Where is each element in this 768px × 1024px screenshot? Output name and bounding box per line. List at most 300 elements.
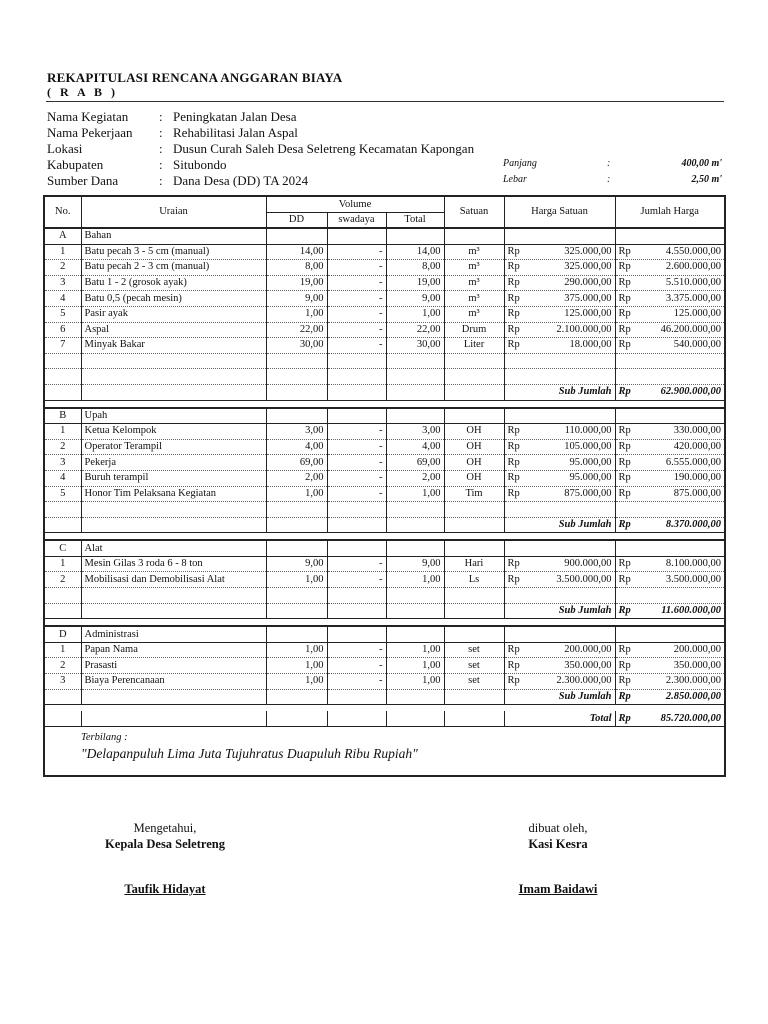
empty-cell [386, 384, 444, 400]
subtotal-label: Sub Jumlah [504, 603, 615, 619]
jumlah-value: 2.300.000,00 [665, 675, 722, 687]
harga-value: 325.000,00 [564, 261, 612, 273]
empty-cell [444, 353, 504, 369]
item-jumlah-harga [615, 244, 725, 260]
empty-cell [444, 408, 504, 424]
currency-label: Rp [507, 425, 520, 437]
item-satuan: set [444, 642, 504, 658]
info-row-sumber-dana [47, 173, 727, 189]
currency-label: Rp [507, 323, 520, 335]
empty-cell [266, 384, 327, 400]
empty-cell [44, 517, 81, 533]
empty-cell [386, 540, 444, 556]
empty-cell [81, 603, 266, 619]
item-satuan: set [444, 674, 504, 690]
empty-cell [504, 588, 615, 604]
info-label: Sumber Dana [47, 173, 119, 188]
item-uraian: Biaya Perencanaan [81, 674, 266, 690]
empty-cell [386, 228, 444, 244]
item-swadaya: - [327, 338, 386, 354]
signature-left [65, 821, 265, 897]
item-dd: 8,00 [266, 260, 327, 276]
item-jumlah-harga [615, 338, 725, 354]
currency-label: Rp [618, 456, 631, 468]
empty-cell [615, 502, 725, 518]
jumlah-value: 6.555.000,00 [665, 456, 722, 468]
subtotal-value [615, 603, 725, 619]
subtotal-amount: 2.850.000,00 [665, 690, 722, 702]
document-subtitle: ( R A B ) [47, 85, 119, 99]
item-total: 4,00 [386, 439, 444, 455]
rab-table [43, 195, 726, 777]
info-label: Lokasi [47, 141, 83, 156]
empty-cell [44, 353, 81, 369]
panjang-label: Panjang [503, 158, 537, 169]
empty-cell [266, 689, 327, 705]
signature-name: Imam Baidawi [518, 882, 598, 896]
rab-body [44, 228, 725, 776]
harga-value: 375.000,00 [564, 292, 612, 304]
empty-cell [615, 353, 725, 369]
empty-cell [327, 228, 386, 244]
item-swadaya: - [327, 642, 386, 658]
item-swadaya: - [327, 556, 386, 572]
currency-label: Rp [618, 425, 631, 437]
harga-value: 105.000,00 [564, 441, 612, 453]
item-no: 1 [44, 556, 81, 572]
harga-value: 875.000,00 [564, 487, 612, 499]
item-harga-satuan [504, 439, 615, 455]
blank-row [44, 353, 725, 369]
empty-cell [386, 517, 444, 533]
item-satuan: Liter [444, 338, 504, 354]
lebar-label: Lebar [503, 174, 527, 185]
lebar-colon: : [607, 174, 611, 185]
signature-intro: dibuat oleh, [528, 821, 588, 835]
item-uraian: Honor Tim Pelaksana Kegiatan [81, 486, 266, 502]
jumlah-value: 190.000,00 [673, 472, 722, 484]
item-total: 1,00 [386, 658, 444, 674]
section-code: B [44, 408, 81, 424]
header-harga-satuan: Harga Satuan [504, 196, 615, 228]
empty-cell [44, 588, 81, 604]
title-divider [46, 101, 724, 102]
item-no: 2 [44, 439, 81, 455]
empty-cell [615, 588, 725, 604]
empty-cell [266, 711, 327, 726]
subtotal-row [44, 603, 725, 619]
item-total: 8,00 [386, 260, 444, 276]
item-total: 1,00 [386, 572, 444, 588]
item-satuan: OH [444, 424, 504, 440]
empty-cell [444, 689, 504, 705]
item-satuan: m³ [444, 275, 504, 291]
gap-cell [44, 400, 725, 408]
total-label: Total [504, 711, 615, 726]
item-satuan: OH [444, 470, 504, 486]
item-no: 2 [44, 658, 81, 674]
empty-cell [444, 626, 504, 642]
empty-cell [44, 384, 81, 400]
currency-label: Rp [618, 277, 631, 289]
info-colon: : [159, 109, 163, 124]
currency-label: Rp [618, 573, 631, 585]
jumlah-value: 3.500.000,00 [665, 573, 722, 585]
item-satuan: Tim [444, 486, 504, 502]
empty-cell [327, 603, 386, 619]
item-satuan: m³ [444, 291, 504, 307]
item-swadaya: - [327, 322, 386, 338]
info-row-kabupaten [47, 157, 727, 173]
item-uraian: Papan Nama [81, 642, 266, 658]
item-uraian: Buruh terampil [81, 470, 266, 486]
empty-cell [266, 517, 327, 533]
currency-label: Rp [618, 644, 631, 656]
empty-cell [327, 369, 386, 385]
info-value: Dana Desa (DD) TA 2024 [173, 173, 309, 188]
item-no: 6 [44, 322, 81, 338]
item-uraian: Prasasti [81, 658, 266, 674]
item-satuan: set [444, 658, 504, 674]
item-no: 7 [44, 338, 81, 354]
item-dd: 9,00 [266, 291, 327, 307]
item-dd: 69,00 [266, 455, 327, 471]
empty-cell [44, 689, 81, 705]
info-value: Rehabilitasi Jalan Aspal [173, 125, 298, 140]
table-row [44, 674, 725, 690]
empty-cell [386, 502, 444, 518]
subtotal-value [615, 384, 725, 400]
item-total: 19,00 [386, 275, 444, 291]
item-satuan: Drum [444, 322, 504, 338]
currency-label: Rp [507, 573, 520, 585]
header-satuan: Satuan [444, 196, 504, 228]
empty-cell [81, 502, 266, 518]
item-dd: 1,00 [266, 658, 327, 674]
currency-label: Rp [507, 339, 520, 351]
currency-label: Rp [618, 292, 631, 304]
jumlah-value: 200.000,00 [673, 644, 722, 656]
section-title: Upah [81, 408, 266, 424]
item-satuan: Hari [444, 556, 504, 572]
item-jumlah-harga [615, 470, 725, 486]
signature-role: Kepala Desa Seletreng [105, 837, 225, 851]
header-jumlah-harga: Jumlah Harga [615, 196, 725, 228]
currency-label: Rp [618, 386, 631, 398]
item-satuan: m³ [444, 260, 504, 276]
item-uraian: Mesin Gilas 3 roda 6 - 8 ton [81, 556, 266, 572]
subtotal-amount: 11.600.000,00 [661, 604, 722, 616]
item-dd: 30,00 [266, 338, 327, 354]
item-swadaya: - [327, 306, 386, 322]
info-colon: : [159, 157, 163, 172]
table-row [44, 275, 725, 291]
item-swadaya: - [327, 291, 386, 307]
table-row [44, 424, 725, 440]
currency-label: Rp [507, 292, 520, 304]
empty-cell [504, 369, 615, 385]
currency-label: Rp [618, 518, 631, 530]
subtotal-value [615, 689, 725, 705]
empty-cell [327, 711, 386, 726]
item-swadaya: - [327, 658, 386, 674]
item-swadaya: - [327, 470, 386, 486]
empty-cell [444, 711, 504, 726]
currency-label: Rp [507, 675, 520, 687]
empty-cell [81, 353, 266, 369]
empty-cell [444, 588, 504, 604]
currency-label: Rp [507, 245, 520, 257]
section-header [44, 408, 725, 424]
table-row [44, 338, 725, 354]
document-title: REKAPITULASI RENCANA ANGGARAN BIAYA [47, 70, 343, 85]
item-no: 2 [44, 260, 81, 276]
table-row [44, 658, 725, 674]
empty-cell [386, 588, 444, 604]
empty-cell [266, 228, 327, 244]
item-jumlah-harga [615, 642, 725, 658]
section-header [44, 228, 725, 244]
lebar-value: 2,50 m' [691, 174, 722, 185]
harga-value: 2.100.000,00 [556, 323, 612, 335]
total-row [44, 711, 725, 726]
currency-label: Rp [618, 308, 631, 320]
item-total: 3,00 [386, 424, 444, 440]
item-no: 1 [44, 642, 81, 658]
item-no: 3 [44, 455, 81, 471]
terbilang-label: Terbilang : [81, 731, 128, 743]
item-swadaya: - [327, 424, 386, 440]
header-dd: DD [266, 213, 327, 229]
empty-cell [266, 408, 327, 424]
item-uraian: Aspal [81, 322, 266, 338]
item-jumlah-harga [615, 556, 725, 572]
header-total: Total [386, 213, 444, 229]
subtotal-label: Sub Jumlah [504, 689, 615, 705]
table-row [44, 572, 725, 588]
item-no: 4 [44, 291, 81, 307]
item-harga-satuan [504, 486, 615, 502]
empty-cell [266, 626, 327, 642]
item-harga-satuan [504, 572, 615, 588]
subtotal-value [615, 517, 725, 533]
table-row [44, 306, 725, 322]
empty-cell [327, 540, 386, 556]
info-colon: : [159, 125, 163, 140]
item-satuan: m³ [444, 306, 504, 322]
blank-row [44, 502, 725, 518]
header-uraian: Uraian [81, 196, 266, 228]
jumlah-value: 8.100.000,00 [665, 558, 722, 570]
currency-label: Rp [507, 441, 520, 453]
empty-cell [615, 228, 725, 244]
section-header [44, 540, 725, 556]
currency-label: Rp [507, 487, 520, 499]
item-harga-satuan [504, 275, 615, 291]
subtotal-row [44, 384, 725, 400]
item-swadaya: - [327, 674, 386, 690]
empty-cell [327, 353, 386, 369]
item-no: 4 [44, 470, 81, 486]
empty-cell [444, 540, 504, 556]
item-dd: 19,00 [266, 275, 327, 291]
empty-cell [327, 517, 386, 533]
currency-label: Rp [618, 261, 631, 273]
empty-cell [266, 603, 327, 619]
item-uraian: Batu pecah 2 - 3 cm (manual) [81, 260, 266, 276]
currency-label: Rp [618, 245, 631, 257]
empty-cell [327, 502, 386, 518]
item-uraian: Mobilisasi dan Demobilisasi Alat [81, 572, 266, 588]
item-no: 1 [44, 244, 81, 260]
table-row [44, 642, 725, 658]
panjang-colon: : [607, 158, 611, 169]
blank-row [44, 369, 725, 385]
item-harga-satuan [504, 674, 615, 690]
empty-cell [44, 369, 81, 385]
empty-cell [444, 502, 504, 518]
currency-label: Rp [507, 558, 520, 570]
section-code: D [44, 626, 81, 642]
info-value: Situbondo [173, 157, 227, 172]
harga-value: 200.000,00 [564, 644, 612, 656]
item-jumlah-harga [615, 572, 725, 588]
item-jumlah-harga [615, 322, 725, 338]
item-harga-satuan [504, 306, 615, 322]
currency-label: Rp [507, 456, 520, 468]
item-dd: 1,00 [266, 642, 327, 658]
item-total: 2,00 [386, 470, 444, 486]
item-swadaya: - [327, 486, 386, 502]
empty-cell [444, 384, 504, 400]
item-total: 30,00 [386, 338, 444, 354]
harga-value: 3.500.000,00 [556, 573, 612, 585]
item-harga-satuan [504, 338, 615, 354]
section-gap [44, 619, 725, 627]
info-colon: : [159, 173, 163, 188]
item-total: 1,00 [386, 486, 444, 502]
empty-cell [386, 711, 444, 726]
item-swadaya: - [327, 275, 386, 291]
empty-cell [504, 228, 615, 244]
empty-cell [386, 353, 444, 369]
currency-label: Rp [618, 675, 631, 687]
item-uraian: Operator Terampil [81, 439, 266, 455]
empty-cell [615, 540, 725, 556]
item-jumlah-harga [615, 486, 725, 502]
subtotal-row [44, 689, 725, 705]
item-jumlah-harga [615, 424, 725, 440]
currency-label: Rp [618, 323, 631, 335]
item-no: 5 [44, 306, 81, 322]
empty-cell [444, 228, 504, 244]
table-row [44, 439, 725, 455]
item-jumlah-harga [615, 658, 725, 674]
item-no: 3 [44, 674, 81, 690]
terbilang-cell [44, 726, 725, 776]
jumlah-value: 330.000,00 [673, 425, 722, 437]
empty-cell [327, 689, 386, 705]
item-no: 1 [44, 424, 81, 440]
blank-row [44, 588, 725, 604]
item-harga-satuan [504, 470, 615, 486]
item-harga-satuan [504, 322, 615, 338]
jumlah-value: 875.000,00 [673, 487, 722, 499]
jumlah-value: 5.510.000,00 [665, 277, 722, 289]
section-gap [44, 533, 725, 541]
currency-label: Rp [618, 472, 631, 484]
jumlah-value: 350.000,00 [673, 659, 722, 671]
empty-cell [266, 588, 327, 604]
jumlah-value: 540.000,00 [673, 339, 722, 351]
item-uraian: Pekerja [81, 455, 266, 471]
item-dd: 1,00 [266, 572, 327, 588]
table-row [44, 486, 725, 502]
item-total: 1,00 [386, 642, 444, 658]
table-row [44, 455, 725, 471]
empty-cell [615, 626, 725, 642]
terbilang-row [44, 726, 725, 776]
empty-cell [444, 603, 504, 619]
empty-cell [266, 540, 327, 556]
header-volume: Volume [266, 196, 444, 213]
panjang-value: 400,00 m' [681, 158, 722, 169]
item-no: 2 [44, 572, 81, 588]
empty-cell [444, 517, 504, 533]
subtotal-amount: 62.900.000,00 [660, 386, 722, 398]
item-jumlah-harga [615, 291, 725, 307]
header-no: No. [44, 196, 81, 228]
harga-value: 18.000,00 [569, 339, 612, 351]
empty-cell [386, 603, 444, 619]
harga-value: 2.300.000,00 [556, 675, 612, 687]
section-title: Administrasi [81, 626, 266, 642]
empty-cell [504, 502, 615, 518]
item-dd: 9,00 [266, 556, 327, 572]
terbilang-text: "Delapanpuluh Lima Juta Tujuhratus Duapuluh Ribu Rupiah" [81, 745, 418, 761]
jumlah-value: 2.600.000,00 [665, 261, 722, 273]
signature-right [458, 821, 658, 897]
item-harga-satuan [504, 658, 615, 674]
item-harga-satuan [504, 642, 615, 658]
currency-label: Rp [507, 261, 520, 273]
subtotal-row [44, 517, 725, 533]
empty-cell [504, 626, 615, 642]
item-total: 9,00 [386, 291, 444, 307]
item-jumlah-harga [615, 260, 725, 276]
item-total: 69,00 [386, 455, 444, 471]
jumlah-value: 420.000,00 [673, 441, 722, 453]
item-satuan: Ls [444, 572, 504, 588]
item-harga-satuan [504, 291, 615, 307]
currency-label: Rp [618, 441, 631, 453]
empty-cell [504, 353, 615, 369]
section-title: Alat [81, 540, 266, 556]
item-total: 22,00 [386, 322, 444, 338]
empty-cell [81, 711, 266, 726]
harga-value: 350.000,00 [564, 659, 612, 671]
item-dd: 2,00 [266, 470, 327, 486]
currency-label: Rp [507, 472, 520, 484]
empty-cell [266, 502, 327, 518]
item-swadaya: - [327, 572, 386, 588]
section-header [44, 626, 725, 642]
signature-name: Taufik Hidayat [124, 882, 206, 896]
info-value: Dusun Curah Saleh Desa Seletreng Kecamatan Kapongan [173, 141, 475, 156]
empty-cell [327, 384, 386, 400]
table-row [44, 322, 725, 338]
jumlah-value: 4.550.000,00 [665, 245, 722, 257]
